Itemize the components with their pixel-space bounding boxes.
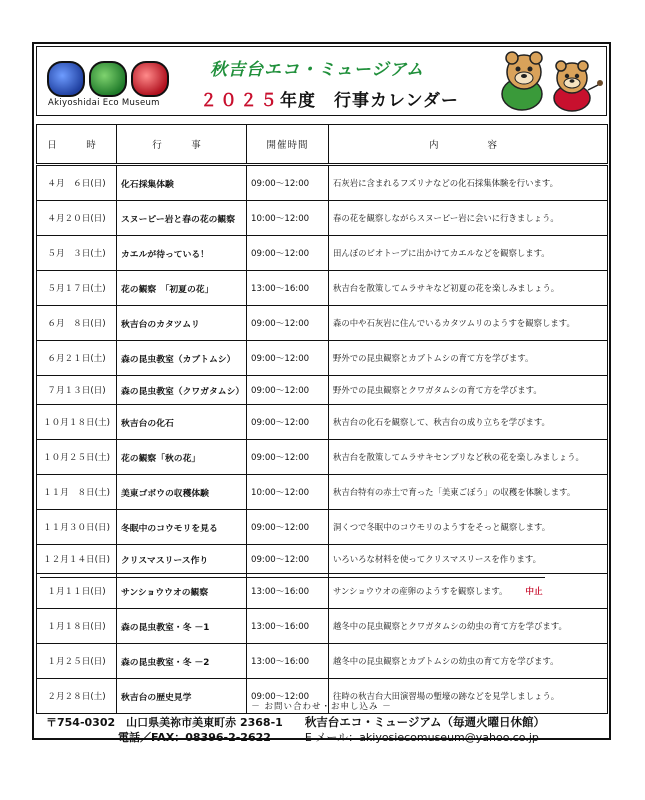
event-name bbox=[117, 236, 247, 271]
table-row-cancelled bbox=[37, 574, 608, 609]
event-description bbox=[329, 644, 608, 679]
table-header-row bbox=[37, 125, 608, 165]
event-description bbox=[329, 545, 608, 574]
column-header-description: 内 容 bbox=[329, 125, 608, 165]
event-description-text: 越冬中の昆虫観察とクワガタムシの幼虫の育て方を学びます。 bbox=[333, 621, 567, 631]
event-description bbox=[329, 376, 608, 405]
event-name-text: 秋吉台の歴史見学 bbox=[121, 692, 192, 703]
event-hours bbox=[247, 271, 329, 306]
event-name bbox=[117, 165, 247, 201]
event-date bbox=[37, 236, 117, 271]
event-description bbox=[329, 510, 608, 545]
event-description bbox=[329, 574, 608, 609]
event-hours-text: 13:00～16:00 bbox=[251, 657, 310, 667]
event-description-text: 往時の秋吉台大田演習場の塹壕の跡などを見学しましょう。 bbox=[333, 691, 560, 701]
event-name bbox=[117, 201, 247, 236]
event-description-text: 洞くつで冬眠中のコウモリのようすをそっと観察します。 bbox=[333, 522, 551, 532]
event-name bbox=[117, 405, 247, 440]
event-name-text: 秋吉台の化石 bbox=[121, 418, 174, 429]
event-hours bbox=[247, 510, 329, 545]
calendar-title bbox=[200, 86, 459, 111]
table-row bbox=[37, 341, 608, 376]
event-calendar-table bbox=[36, 124, 608, 714]
event-description bbox=[329, 475, 608, 510]
event-name-text: 花の観察「秋の花」 bbox=[121, 453, 201, 464]
event-hours-text: 09:00～12:00 bbox=[251, 555, 310, 565]
event-description-text: いろいろな材料を使ってクリスマスリースを作ります。 bbox=[333, 554, 541, 564]
event-date bbox=[37, 644, 117, 679]
event-name-text: 森の昆虫教室（クワガタムシ） bbox=[121, 386, 245, 397]
contact-address: 〒754-0302 山口県美祢市美東町赤 2368-1 bbox=[46, 716, 283, 729]
event-hours bbox=[247, 165, 329, 201]
event-description bbox=[329, 201, 608, 236]
event-date bbox=[37, 440, 117, 475]
mascot-illustration bbox=[492, 46, 604, 114]
event-hours bbox=[247, 574, 329, 609]
contact-heading: － お問い合わせ・お申し込み － bbox=[251, 702, 392, 712]
event-date-text: ６月２１日(土) bbox=[47, 354, 106, 364]
event-date-text: ４月２０日(日) bbox=[47, 214, 106, 224]
event-description bbox=[329, 405, 608, 440]
contact-address-line bbox=[46, 714, 545, 730]
event-name bbox=[117, 545, 247, 574]
cancelled-strikethrough bbox=[40, 577, 545, 578]
event-hours-text: 09:00～12:00 bbox=[251, 386, 310, 396]
column-header-hours: 開催時間 bbox=[247, 125, 329, 165]
event-date bbox=[37, 376, 117, 405]
event-hours-text: 09:00～12:00 bbox=[251, 523, 310, 533]
event-name-text: 化石採集体験 bbox=[121, 179, 174, 190]
table-row bbox=[37, 405, 608, 440]
event-description-text: 秋吉台を散策してムラサキなど初夏の花を楽しみましょう。 bbox=[333, 283, 560, 293]
table-row bbox=[37, 201, 608, 236]
event-description-text: サンショウウオの産卵のようすを観察します。 bbox=[333, 586, 508, 596]
event-description-text: 野外での昆虫観察とカブトムシの育て方を学びます。 bbox=[333, 353, 534, 363]
event-date-text: １０月２５日(土) bbox=[43, 453, 110, 463]
event-description-text: 野外での昆虫観察とクワガタムシの育て方を学びます。 bbox=[333, 385, 542, 395]
event-name-text: サンショウウオの観察 bbox=[121, 587, 209, 598]
event-name-text: 冬眠中のコウモリを見る bbox=[121, 523, 218, 534]
event-name bbox=[117, 609, 247, 644]
logo-text: Akiyoshidai Eco Museum bbox=[48, 98, 160, 108]
event-hours bbox=[247, 475, 329, 510]
event-name bbox=[117, 644, 247, 679]
event-name-text: 森の昆虫教室・冬 －1 bbox=[121, 622, 210, 633]
event-hours bbox=[247, 545, 329, 574]
event-hours-text: 13:00～16:00 bbox=[251, 587, 310, 597]
table-row bbox=[37, 440, 608, 475]
event-description bbox=[329, 609, 608, 644]
event-hours-text: 10:00～12:00 bbox=[251, 214, 310, 224]
event-hours-text: 09:00～12:00 bbox=[251, 179, 310, 189]
event-hours bbox=[247, 201, 329, 236]
table-row bbox=[37, 165, 608, 201]
event-name-text: クリスマスリース作り bbox=[121, 555, 209, 566]
event-date bbox=[37, 201, 117, 236]
event-date-text: ６月 ８日(日) bbox=[47, 319, 106, 329]
event-date bbox=[37, 510, 117, 545]
table-row bbox=[37, 236, 608, 271]
event-description bbox=[329, 341, 608, 376]
event-date-text: ７月１３日(日) bbox=[47, 386, 106, 396]
event-date bbox=[37, 609, 117, 644]
event-hours-text: 09:00～12:00 bbox=[251, 319, 310, 329]
contact-email[interactable]: E メール：akiyosiecomuseum@yahoo.co.jp bbox=[304, 731, 539, 744]
table-row bbox=[37, 306, 608, 341]
event-name bbox=[117, 440, 247, 475]
event-date bbox=[37, 271, 117, 306]
event-name-text: 森の昆虫教室（カブトムシ） bbox=[121, 354, 236, 365]
event-name-text: スヌーピー岩と春の花の観察 bbox=[121, 214, 236, 225]
table-row bbox=[37, 475, 608, 510]
event-hours bbox=[247, 644, 329, 679]
table-row bbox=[37, 545, 608, 574]
event-name bbox=[117, 475, 247, 510]
event-hours-text: 09:00～12:00 bbox=[251, 249, 310, 259]
event-date bbox=[37, 405, 117, 440]
table-row bbox=[37, 510, 608, 545]
event-date-text: １１月 ８日(土) bbox=[43, 488, 110, 498]
event-description-text: 石灰岩に含まれるフズリナなどの化石採集体験を行います。 bbox=[333, 178, 558, 188]
event-description bbox=[329, 306, 608, 341]
event-hours-text: 09:00～12:00 bbox=[251, 692, 310, 702]
calendar-year: ２０２５ bbox=[200, 91, 280, 111]
event-name bbox=[117, 574, 247, 609]
museum-title: 秋吉台エコ・ミュージアム bbox=[210, 60, 425, 80]
event-date-text: １０月１８日(土) bbox=[43, 418, 110, 428]
table-row bbox=[37, 609, 608, 644]
event-description bbox=[329, 271, 608, 306]
contact-tel: 電話／FAX：08396-2-2622 bbox=[118, 731, 271, 744]
event-name bbox=[117, 306, 247, 341]
event-date bbox=[37, 574, 117, 609]
contact-section bbox=[36, 700, 607, 744]
event-date-text: １２月１４日(日) bbox=[43, 555, 110, 565]
event-hours-text: 13:00～16:00 bbox=[251, 284, 310, 294]
event-date-text: １月２５日(日) bbox=[47, 657, 106, 667]
event-description-text: 越冬中の昆虫観察とカブトムシの幼虫の育て方を学びます。 bbox=[333, 656, 559, 666]
event-hours bbox=[247, 405, 329, 440]
event-hours bbox=[247, 609, 329, 644]
event-description-text: 田んぼのビオトープに出かけてカエルなどを観察します。 bbox=[333, 248, 550, 258]
table-row bbox=[37, 271, 608, 306]
event-name-text: 秋吉台のカタツムリ bbox=[121, 319, 200, 330]
event-hours bbox=[247, 341, 329, 376]
event-date bbox=[37, 306, 117, 341]
event-description-text: 春の花を観察しながらスヌーピー岩に会いに行きましょう。 bbox=[333, 213, 559, 223]
contact-phone-line bbox=[118, 729, 539, 745]
event-description-text: 森の中や石灰岩に住んでいるカタツムリのようすを観察します。 bbox=[333, 318, 575, 328]
column-header-date: 日 時 bbox=[37, 125, 117, 165]
event-hours-text: 09:00～12:00 bbox=[251, 418, 310, 428]
event-hours-text: 09:00～12:00 bbox=[251, 354, 310, 364]
event-date-text: １月１１日(日) bbox=[47, 587, 106, 597]
event-date-text: ５月１７日(土) bbox=[47, 284, 106, 294]
event-hours-text: 09:00～12:00 bbox=[251, 453, 310, 463]
event-date-text: ５月 ３日(土) bbox=[47, 249, 106, 259]
event-date-text: ４月 ６日(日) bbox=[47, 179, 106, 189]
table-row bbox=[37, 644, 608, 679]
event-name bbox=[117, 510, 247, 545]
event-date-text: ２月２８日(土) bbox=[47, 692, 106, 702]
event-name-text: 森の昆虫教室・冬 －2 bbox=[121, 657, 210, 668]
event-date bbox=[37, 165, 117, 201]
event-name-text: 美東ゴボウの収穫体験 bbox=[121, 488, 209, 499]
event-hours bbox=[247, 376, 329, 405]
event-name-text: カエルが待っている！ bbox=[121, 249, 209, 260]
event-date-text: １１月３０日(日) bbox=[43, 523, 110, 533]
event-name bbox=[117, 376, 247, 405]
calendar-title-text: 年度 行事カレンダー bbox=[280, 91, 459, 111]
event-description-text: 秋吉台を散策してムラサキセンブリなど秋の花を楽しみましょう。 bbox=[333, 452, 584, 462]
event-date bbox=[37, 475, 117, 510]
event-name bbox=[117, 271, 247, 306]
event-hours bbox=[247, 440, 329, 475]
event-hours bbox=[247, 306, 329, 341]
event-date-text: １月１８日(日) bbox=[47, 622, 106, 632]
cancelled-badge: 中止 bbox=[525, 587, 543, 597]
event-description bbox=[329, 440, 608, 475]
event-description-text: 秋吉台特有の赤土で育った「美東ごぼう」の収穫を体験します。 bbox=[333, 487, 576, 497]
event-hours-text: 13:00～16:00 bbox=[251, 622, 310, 632]
event-hours-text: 10:00～12:00 bbox=[251, 488, 310, 498]
event-description-text: 秋吉台の化石を観察して、秋吉台の成り立ちを学びます。 bbox=[333, 417, 550, 427]
event-name-text: 花の観察 「初夏の花」 bbox=[121, 284, 214, 295]
event-date bbox=[37, 341, 117, 376]
column-header-event: 行 事 bbox=[117, 125, 247, 165]
event-description bbox=[329, 236, 608, 271]
contact-museum-name: 秋吉台エコ・ミュージアム（毎週火曜日休館） bbox=[304, 715, 546, 729]
event-hours bbox=[247, 236, 329, 271]
event-date bbox=[37, 545, 117, 574]
event-description bbox=[329, 165, 608, 201]
event-name bbox=[117, 341, 247, 376]
table-row bbox=[37, 376, 608, 405]
